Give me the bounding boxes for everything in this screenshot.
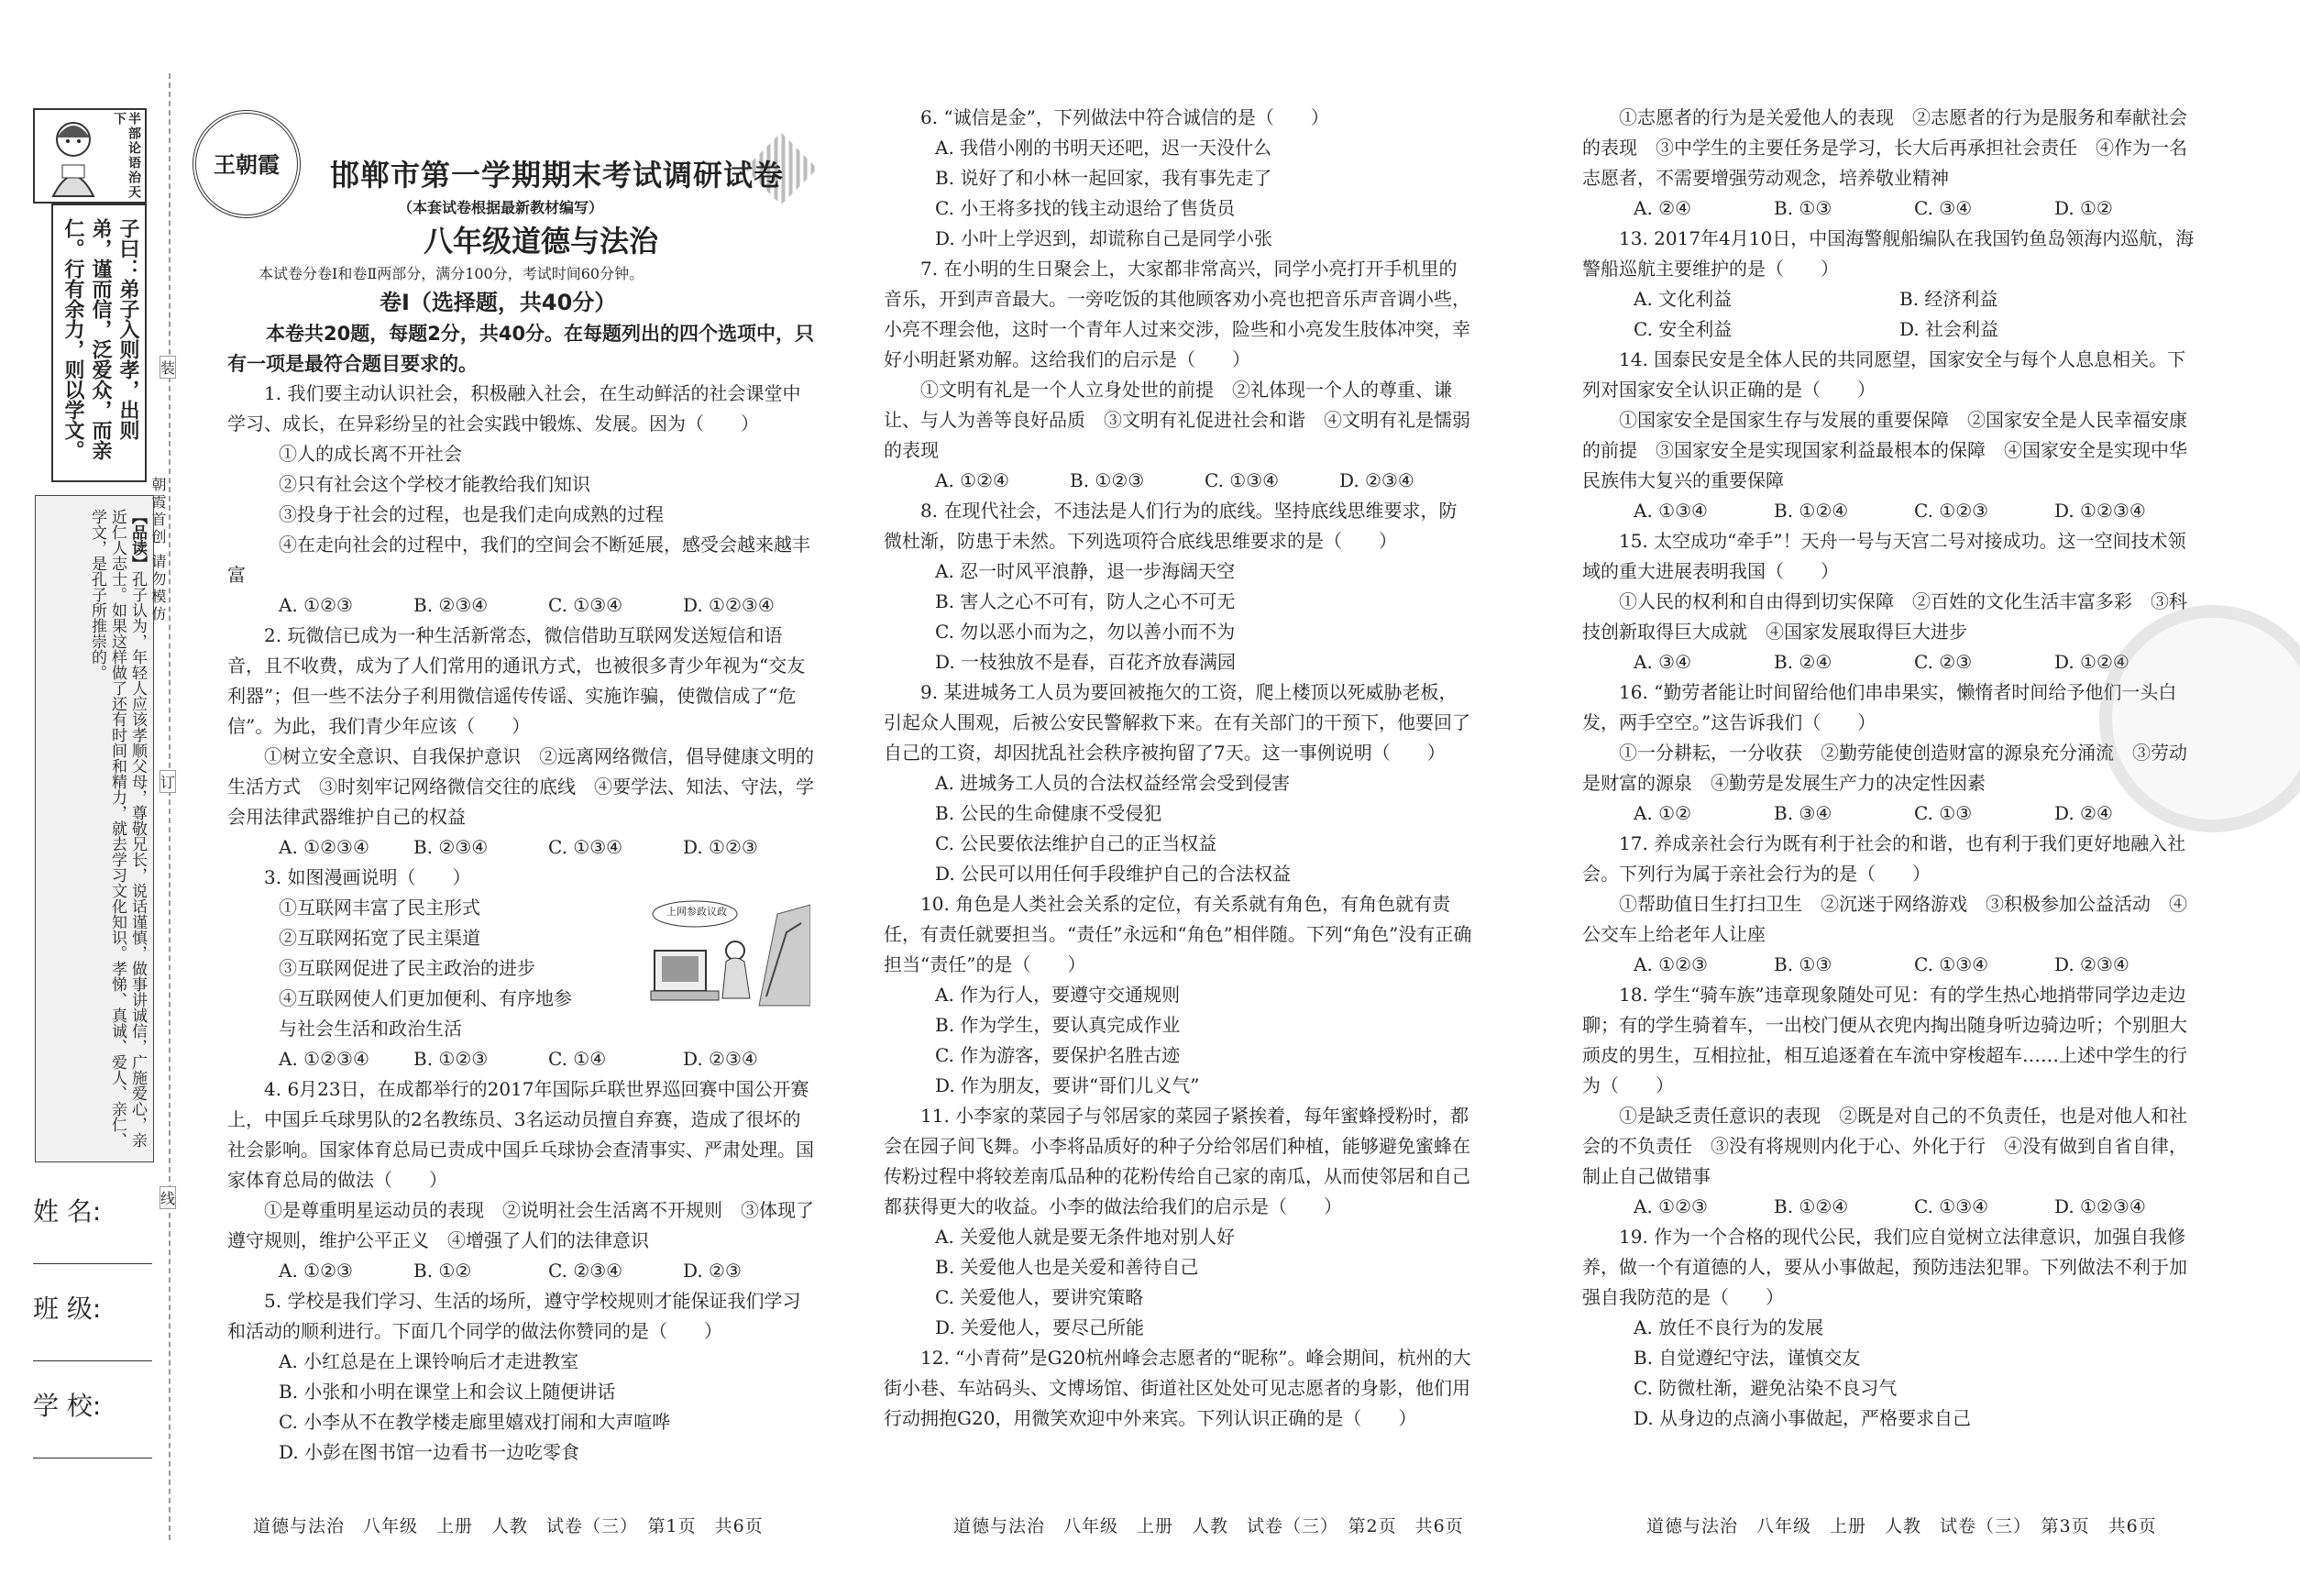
option-d[interactable]: D. 社会利益 [1899,318,1999,340]
footer-page-1: 道德与法治 八年级 上册 人教 试卷（三） 第1页 共6页 [253,1516,764,1536]
option-c[interactable]: C. 安全利益 [1634,318,1733,340]
statement: ③互联网促进了民主政治的进步 [279,957,535,979]
option-c[interactable]: C. 公民要依法维护自己的正当权益 [935,832,1217,854]
question-10 [884,889,1474,1101]
question-7 [884,254,1474,496]
option-d[interactable]: D. ①②③④ [2054,500,2146,522]
answer-options [227,1256,818,1286]
option-d[interactable]: D. 关爱他人，要尽己所能 [935,1316,1145,1338]
pindu-text [87,509,148,1150]
pindu-box [35,495,154,1162]
question-19 [1582,1222,2195,1434]
answer-options [227,590,818,621]
question-stem: 18. 学生“骑车族”违章现象随处可见：有的学生热心地捎带同学边走边聊；有的学生骑着车，一出校门便从衣兜内掏出随身听边骑边听；个别胆大顽皮的男生，互相拉扯，相互追逐着在车流中穿梭超车……上述中学生的行为（ ） [1582,984,2187,1096]
answer-options [1582,647,2195,677]
question-stem: 5. 学校是我们学习、生活的场所，遵守学校规则才能保证我们学习和活动的顺利进行。下面几个同学的做法你赞同的是（ ） [227,1290,801,1342]
option-b[interactable]: B. ②③④ [413,594,489,616]
option-d[interactable]: D. ②③④ [2054,953,2129,975]
option-d[interactable]: D. 作为朋友，要讲“哥们儿义气” [935,1074,1200,1096]
statement: ①文明有礼是一个人立身处世的前提 ②礼体现一个人的尊重、谦让、与人为善等良好品质 ③文明有礼促进社会和谐 ④文明有礼是懦弱的表现 [884,379,1470,461]
statement: ①人的成长离不开社会 [279,443,462,465]
answer-options [1582,1192,2195,1222]
option-a[interactable]: A. ①②③ [279,1260,353,1282]
option-b[interactable]: B. ③④ [1774,802,1832,824]
question-stem: 11. 小李家的菜园子与邻居家的菜园子紧挨着，每年蜜蜂授粉时，都会在园子间飞舞。小李将品质好的种子分给邻居们种植，能够避免蜜蜂在传粉过程中将较差南瓜品种的花粉传给自己家的南瓜，从而使邻居和自己都获得更大的收益。小李的做法给我们的启示是（ ） [884,1105,1470,1217]
question-6 [884,103,1474,254]
option-c[interactable]: C. ①③④ [1914,1195,1989,1217]
question-stem: 7. 在小明的生日聚会上，大家都非常高兴，同学小亮打开手机里的音乐，开到声音最大。一旁吃饭的其他顾客劝小亮也把音乐声音调小些，小亮不理会他，这时一个青年人过来交涉，险些和小亮发生肢体冲突，幸好小明赶紧劝解。这给我们的启示是（ ） [884,258,1470,370]
question-stem: 2. 玩微信已成为一种生活新常态，微信借助互联网发送短信和语音，且不收费，成为了人们常用的通讯方式，也被很多青少年视为“交友利器”；但一些不法分子利用微信遥传传谣、实施诈骗，使微信成了“危信”。为此，我们青少年应该（ ） [227,624,806,737]
question-13 [1582,224,2195,345]
school-label: 学 校: [33,1391,102,1421]
option-a[interactable]: A. ③④ [1634,651,1692,673]
option-d[interactable]: D. ②③④ [683,1048,758,1070]
question-stem: 13. 2017年4月10日，中国海警舰船编队在我国钓鱼岛领海内巡航，海警船巡航主要维护的是（ ） [1582,227,2195,280]
mascot-badge [33,108,147,204]
confucius-quote: 子曰：弟子入则孝，出则弟，谨而信，泛爱众，而亲仁。行有余力，则以学文。 [61,218,139,460]
question-1 [227,379,818,621]
name-line [33,1228,152,1264]
option-a[interactable]: A. ①②③ [1634,1195,1708,1217]
answer-options [1582,193,2195,224]
question-4 [227,1074,818,1286]
option-d[interactable]: D. ①②③④ [683,594,775,616]
option-c[interactable]: C. ①③④ [548,594,623,616]
option-b[interactable]: B. 害人之心不可有，防人之心不可无 [935,590,1236,612]
school-line [33,1423,152,1458]
statement: ②互联网拓宽了民主渠道 [279,927,480,949]
option-b[interactable]: B. 说好了和小林一起回家，我有事先走了 [935,167,1272,189]
name-field[interactable] [33,1192,152,1264]
option-d[interactable]: D. ①②③④ [2054,1195,2146,1217]
option-c[interactable]: C. ①②③ [1914,500,1989,522]
option-c[interactable]: C. ②③ [1914,651,1973,673]
statement: ①树立安全意识、自我保护意识 ②远离网络微信，倡导健康文明的生活方式 ③时刻牢记网络微信交往的底线 ④要学法、知法、守法，学会用法律武器维护自己的权益 [227,745,814,828]
question-18 [1582,980,2195,1222]
logo-badge [193,110,301,218]
statement: ③投身于社会的过程，也是我们走向成熟的过程 [279,503,664,525]
seal-mark-2: 订 [160,770,176,793]
statement: ①人民的权利和自由得到切实保障 ②百姓的文化生活丰富多彩 ③科技创新取得巨大成就 ④国家发展取得巨大进步 [1582,590,2187,643]
motto-small: 半部论语治天下 [112,112,141,200]
option-d[interactable]: D. ①② [2054,197,2113,219]
question-15 [1582,526,2195,677]
question-11 [884,1101,1474,1343]
option-a[interactable]: A. ①②③④ [279,836,369,858]
option-c[interactable]: C. ①③④ [1205,469,1280,491]
question-17 [1582,829,2195,980]
answer-options [227,1044,818,1074]
option-c[interactable]: C. 作为游客，要保护名胜古迹 [935,1044,1181,1066]
question-5 [227,1286,818,1468]
answer-options-row-1 [1582,284,2195,314]
statement: ①是缺乏责任意识的表现 ②既是对自己的不负责任，也是对他人和社会的不负责任 ③没有将规则内化于心、外化于行 ④没有做到自省自律，制止自己做错事 [1582,1105,2187,1187]
option-d[interactable]: D. ②③ [683,1260,742,1282]
option-d[interactable]: D. 公民可以用任何手段维护自己的合法权益 [935,863,1292,885]
seal-mark-1: 装 [160,356,176,379]
pindu-label: 【品读】 [128,509,147,571]
side-note: 朝霞首创 请勿模仿 [149,477,167,624]
question-stem: 16. “勤劳者能让时间留给他们串串果实，懒惰者时间给予他们一头白发，两手空空。”这告诉我们（ ） [1582,681,2177,733]
answer-options [1582,798,2195,829]
statement: ④在走向社会的过程中，我们的空间会不断延展，感受会越来越丰富 [227,534,810,586]
option-a[interactable]: A. ②④ [1634,197,1692,219]
option-c[interactable]: C. 关爱他人，要讲究策略 [935,1286,1144,1308]
option-b[interactable]: B. ①②④ [1774,500,1849,522]
instructions: 本卷共20题，每题2分，共40分。在每题列出的四个选项中，只有一项是最符合题目要求的。 [227,323,815,375]
option-a[interactable]: A. 忍一时风平浪静，退一步海阔天空 [935,560,1236,582]
option-c[interactable]: C. 勿以恶小而为之，勿以善小而不为 [935,621,1236,643]
option-d[interactable]: D. 小叶上学迟到，却谎称自己是同学小张 [935,227,1273,249]
question-9 [884,677,1474,889]
answer-options-row-2 [1582,314,2195,345]
option-c[interactable]: C. ①③④ [548,836,623,858]
column-2 [884,103,1474,1434]
class-label: 班 级: [33,1293,102,1324]
option-d[interactable]: D. ②④ [2054,802,2113,824]
option-a[interactable]: A. ①②③④ [279,1048,369,1070]
option-a[interactable]: A. ①②③ [279,594,353,616]
question-8 [884,496,1474,677]
question-stem: 14. 国泰民安是全体人民的共同愿望，国家安全与每个人息息相关。下列对国家安全认识正确的是（ ） [1582,348,2186,401]
option-b[interactable]: B. ①③ [1774,197,1832,219]
left-margin-strip [0,0,183,1596]
question-12 [884,1343,1474,1434]
question-stem: 17. 养成亲社会行为既有利于社会的和谐，也有利于我们更好地融入社会。下列行为属于亲社会行为的是（ ） [1582,832,2186,885]
option-b[interactable]: B. ①②④ [1774,1195,1849,1217]
option-b[interactable]: B. 自觉遵纪守法，谨慎交友 [1634,1347,1861,1369]
option-d[interactable]: D. ①②③ [683,836,758,858]
option-a[interactable]: A. 作为行人，要遵守交通规则 [935,984,1181,1006]
subject-title: 八年级道德与法治 [424,224,659,259]
option-c[interactable]: C. ①③ [1914,802,1973,824]
question-stem: 10. 角色是人类社会关系的定位，有关系就有角色，有角色就有责任，有责任就要担当。“责任”永远和“角色”相伴随。下列“角色”没有正确担当“责任”的是（ ） [884,893,1472,975]
logo-text: 王朝霞 [214,152,280,178]
exam-info: 本试卷分卷Ⅰ和卷Ⅱ两部分，满分100分，考试时间60分钟。 [259,265,644,282]
answer-options [1582,496,2195,526]
option-a[interactable]: A. 文化利益 [1634,288,1733,310]
exam-title: 邯郸市第一学期期末考试调研试卷 [330,158,785,193]
option-b[interactable]: B. 小张和小明在课堂上和会议上随便讲话 [279,1381,616,1403]
statement: ①一分耕耘，一分收获 ②勤劳能使创造财富的源泉充分涌流 ③劳动是财富的源泉 ④勤劳是发展生产力的决定性因素 [1582,742,2187,794]
name-label: 姓 名: [33,1196,102,1227]
statement: ④互联网使人们更加便利、有序地参与社会生活和政治生活 [279,987,572,1040]
column-3 [1582,103,2195,1434]
option-d[interactable]: D. 小彭在图书馆一边看书一边吃零食 [279,1441,580,1463]
option-c[interactable]: C. 小李从不在教学楼走廊里嬉戏打闹和大声喧哗 [279,1411,671,1433]
statement: ①是尊重明星运动员的表现 ②说明社会生活离不开规则 ③体现了遵守规则，维护公平正义 ④增强了人们的法律意识 [227,1199,814,1251]
question-3 [227,863,818,1074]
option-a[interactable]: A. 小红总是在上课铃响后才走进教室 [279,1350,579,1372]
option-a[interactable]: A. 关爱他人就是要无条件地对别人好 [935,1226,1236,1248]
answer-options [227,832,818,863]
option-b[interactable]: B. 作为学生，要认真完成作业 [935,1014,1181,1036]
answer-options [1582,950,2195,980]
question-stem: 15. 太空成功“牵手”！天舟一号与天宫二号对接成功。这一空间技术领域的重大进展表明我国（ ） [1582,530,2186,582]
option-c[interactable]: C. 小王将多找的钱主动退给了售货员 [935,197,1236,219]
question-stem: 9. 某进城务工人员为要回被拖欠的工资，爬上楼顶以死威胁老板，引起众人围观，后被公安民警解救下来。在有关部门的干预下，他要回了自己的工资，却因扰乱社会秩序被拘留了7天。这一事例说明（ ） [884,681,1470,764]
column-1 [227,379,818,1468]
option-a[interactable]: A. ①③④ [1634,500,1708,522]
option-a[interactable]: A. 放任不良行为的发展 [1634,1316,1824,1338]
option-d[interactable]: D. ①②④ [2054,651,2129,673]
statement: ①互联网丰富了民主形式 [279,897,480,919]
question-stem: 8. 在现代社会，不违法是人们行为的底线。坚持底线思维要求，防微杜渐，防患于未然。下列选项符合底线思维要求的是（ ） [884,500,1458,552]
mascot-icon [37,112,110,200]
option-b[interactable]: B. ①③ [1774,953,1832,975]
question-stem: 4. 6月23日，在成都举行的2017年国际乒联世界巡回赛中国公开赛上，中国乒乓球男队的2名教练员、3名运动员擅自弃赛，造成了很坏的社会影响。国家体育总局已责成中国乒乓球协会查清事实、严肃处理。国家体育总局的做法（ ） [227,1078,814,1191]
option-d[interactable]: D. 一枝独放不是春，百花齐放春满园 [935,651,1237,673]
statement: ①志愿者的行为是关爱他人的表现 ②志愿者的行为是服务和奉献社会的表现 ③中学生的主要任务是学习，长大后再承担社会责任 ④作为一名志愿者，不需要增强劳动观念，培养敬业精神 [1582,106,2187,189]
question-stem: 19. 作为一个合格的现代公民，我们应自觉树立法律意识，加强自我修养，做一个有道德的人，要从小事做起，预防违法犯罪。下列做法不利于加强自我防范的是（ ） [1582,1226,2187,1308]
option-b[interactable]: B. ①② [413,1260,472,1282]
question-stem: 1. 我们要主动认识社会，积极融入社会，在生动鲜活的社会课堂中学习、成长，在异彩纷呈的社会实践中锻炼、发展。因为（ ） [227,382,801,435]
question-stem: 3. 如图漫画说明（ ） [264,866,471,888]
option-c[interactable]: C. ③④ [1914,197,1973,219]
option-b[interactable]: B. ②④ [1774,651,1832,673]
class-field[interactable] [33,1289,152,1361]
footer-page-3: 道德与法治 八年级 上册 人教 试卷（三） 第3页 共6页 [1646,1516,2157,1536]
part-title: 卷Ⅰ（选择题，共40分） [380,290,617,315]
option-a[interactable]: A. 进城务工人员的合法权益经常会受到侵害 [935,772,1291,794]
option-a[interactable]: A. ①②④ [935,469,1009,491]
statement: ②只有社会这个学校才能教给我们知识 [279,473,590,495]
question-14 [1582,345,2195,526]
option-b[interactable]: B. 公民的生命健康不受侵犯 [935,802,1162,824]
option-c[interactable]: C. ②③④ [548,1260,623,1282]
option-d[interactable]: D. ②③④ [1339,469,1414,491]
option-a[interactable]: A. ①②③ [1634,953,1708,975]
cartoon-illustration [649,896,810,1009]
answer-options [884,466,1474,496]
pindu-body: 孔子认为，年轻人应该孝顺父母，尊敬兄长，说话谨慎，做事讲诚信，广施爱心，亲近仁人志士。如果这样做了还有时间和精力，就去学习文化知识。孝悌、真诚、爱人、亲仁、学文，是孔子所推崇的。 [88,509,147,1148]
option-b[interactable]: B. 经济利益 [1899,288,1998,310]
class-line [33,1326,152,1361]
question-stem: 6. “诚信是金”，下列做法中符合诚信的是（ ） [920,106,1329,128]
binding-line [169,73,171,1540]
option-d[interactable]: D. 从身边的点滴小事做起，严格要求自己 [1634,1407,1972,1429]
question-12-continued [1582,103,2195,224]
statement: ①帮助值日生打扫卫生 ②沉迷于网络游戏 ③积极参加公益活动 ④公交车上给老年人让座 [1582,893,2187,945]
option-a[interactable]: A. 我借小刚的书明天还吧，迟一天没什么 [935,137,1272,159]
statement: ①国家安全是国家生存与发展的重要保障 ②国家安全是人民幸福安康的前提 ③国家安全是实现国家利益最根本的保障 ④国家安全是实现中华民族伟大复兴的重要保障 [1582,409,2187,491]
option-c[interactable]: C. ①③④ [1914,953,1989,975]
option-c[interactable]: C. ①④ [548,1048,607,1070]
footer-page-2: 道德与法治 八年级 上册 人教 试卷（三） 第2页 共6页 [953,1516,1464,1536]
cartoon-caption: 上网参政议政 [666,906,727,918]
exam-note: （本套试卷根据最新教材编写） [398,199,604,216]
question-2 [227,621,818,863]
quote-box [51,204,147,482]
option-b[interactable]: B. ②③④ [413,836,489,858]
option-b[interactable]: B. ①②③ [413,1048,489,1070]
school-field[interactable] [33,1386,152,1458]
option-b[interactable]: B. 关爱他人也是关爱和善待自己 [935,1256,1199,1278]
seal-mark-3: 线 [160,1186,176,1209]
option-a[interactable]: A. ①② [1634,802,1692,824]
option-c[interactable]: C. 防微杜渐，避免沾染不良习气 [1634,1377,1898,1399]
question-stem: 12. “小青荷”是G20杭州峰会志愿者的“昵称”。峰会期间，杭州的大街小巷、车站码头、文博场馆、街道社区处处可见志愿者的身影，他们用行动拥抱G20，用微笑欢迎中外来宾。下列认识正确的是（ ） [884,1347,1471,1429]
option-b[interactable]: B. ①②③ [1070,469,1145,491]
